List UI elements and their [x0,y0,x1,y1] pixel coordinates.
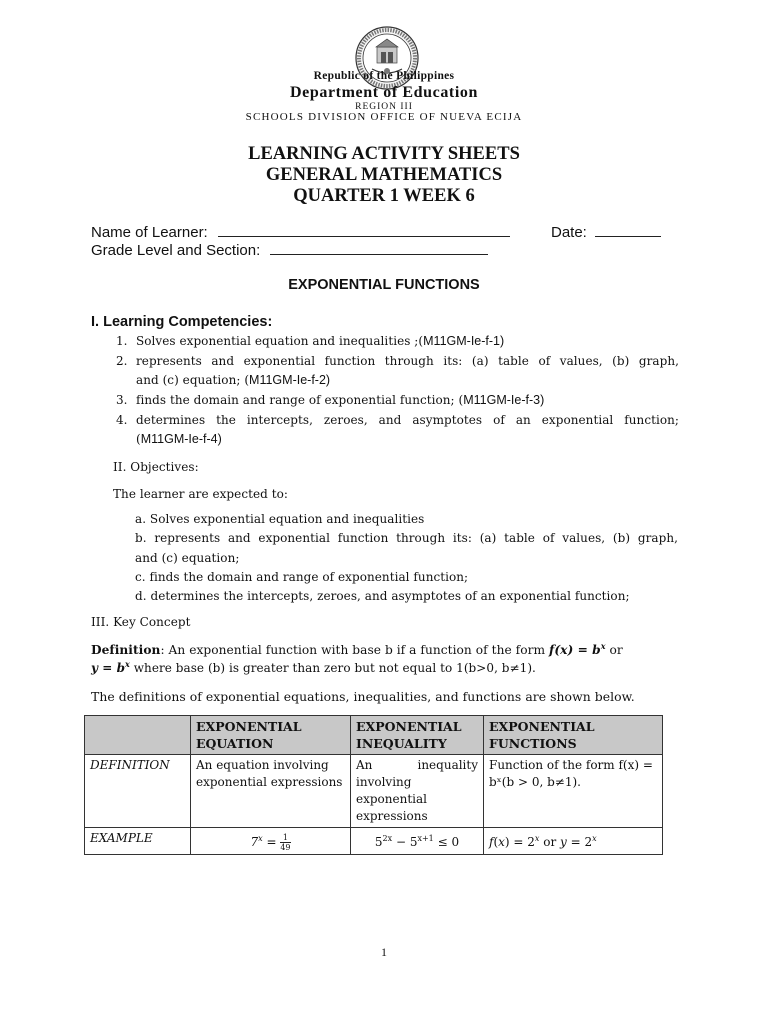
competency-number: 1. [116,334,128,348]
table-cell: An inequality involving exponential expressions [351,755,484,828]
formula-fx: $f(x) = b^x$ [549,641,606,658]
name-field-row [91,224,510,241]
row-label: DEFINITION [85,755,191,828]
table-header-cell: EXPONENTIAL EQUATION [191,716,351,755]
competency-code: M11GM-Ie-f-1) [423,334,505,348]
row-label: EXAMPLE [85,828,191,855]
definition-line-2 [91,659,536,675]
table-header-cell [85,716,191,755]
definition-text: : An exponential function with base b if a function of the form [160,643,546,658]
republic-text: Republic of the Philippines [313,70,455,82]
table-header-cell: EXPONENTIAL INEQUALITY [351,716,484,755]
competency-number: 3. [116,393,128,407]
competency-code: M11GM-Ie-f-2) [249,373,331,387]
section-title: EXPONENTIAL FUNCTIONS [288,277,480,293]
definition-label: Definition [91,643,161,658]
quarter-week-title: QUARTER 1 WEEK 6 [293,186,475,206]
objective-item: a. Solves exponential equation and inequalities [135,512,425,526]
objective-item: c. finds the domain and range of exponential function; [135,570,469,584]
name-blank[interactable] [218,224,510,237]
table-header-row [85,716,663,755]
date-field-row [551,224,661,241]
example-equation: $7^x$ = $\frac{1}{49}$ [191,828,351,855]
competency-number: 4. [116,413,128,427]
competency-text: Solves exponential equation and inequalities ;( [136,334,424,348]
objectives-heading: II. Objectives: [113,460,199,474]
date-blank[interactable] [595,224,661,237]
exponential-table [84,715,663,855]
name-label: Name of Learner: [91,224,208,241]
table-header-cell: EXPONENTIAL FUNCTIONS [484,716,663,755]
table-cell: An equation involving exponential expressions [191,755,351,828]
department-name: Department of Education [289,84,478,101]
competency-text: finds the domain and range of exponential function; ( [136,393,464,407]
competency-number: 2. [116,354,128,368]
key-concept-heading: III. Key Concept [91,615,191,629]
competency-code: M11GM-Ie-f-3) [463,393,545,407]
definition-line-1 [91,641,678,657]
grade-label: Grade Level and Section: [91,242,261,259]
competency-text: and (c) equation; ( [136,373,250,387]
sheet-title: LEARNING ACTIVITY SHEETS [248,144,520,164]
table-row [85,828,663,855]
date-label: Date: [551,224,587,241]
region-text: REGION III [355,102,413,112]
grade-blank[interactable] [270,242,488,255]
definition-text-2: where base (b) is greater than zero but not equal to 1(b>0, b≠1). [133,661,536,675]
grade-field-row [91,242,488,259]
objective-item: d. determines the intercepts, zeroes, and asymptotes of an exponential function; [135,589,630,603]
page-number: 1 [381,945,387,959]
competency-text: ( [136,432,141,446]
division-office-text: SCHOOLS DIVISION OFFICE OF NUEVA ECIJA [245,111,523,123]
example-function: $f(x) = 2^x$ or $y = 2^x$ [484,828,663,855]
table-intro: The definitions of exponential equations, inequalities, and functions are shown below. [91,689,635,704]
definition-or: or [609,643,623,658]
table-row [85,755,663,828]
competency-code: M11GM-Ie-f-4) [140,432,222,446]
competency-text: determines the intercepts, zeroes, and asymptotes of an exponential function; [136,413,679,427]
subject-title: GENERAL MATHEMATICS [265,165,503,185]
competency-text: represents and exponential function through its: (a) table of values, (b) graph, [136,354,679,368]
table-cell: Function of the form f(x) = bˣ(b > 0, b≠1). [484,755,663,828]
example-inequality: $5^{2x} - 5^{x+1} \le 0$ [351,828,484,855]
objective-item: and (c) equation; [135,551,240,565]
objectives-intro: The learner are expected to: [113,487,288,501]
formula-y: $y = b^x$ [91,659,130,675]
competencies-heading: I. Learning Competencies: [91,314,273,330]
objective-item: b. represents and exponential function through its: (a) table of values, (b) graph, [135,531,678,545]
